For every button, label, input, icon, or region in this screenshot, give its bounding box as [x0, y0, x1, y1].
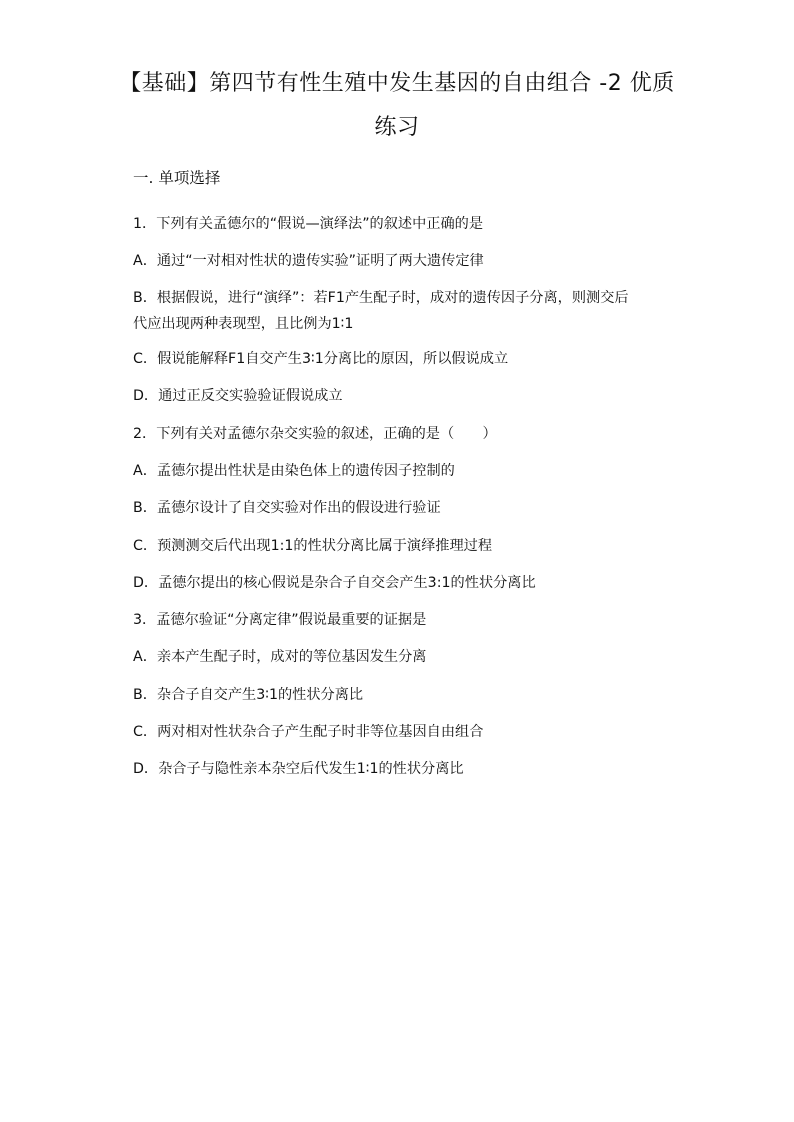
question-1-option-b-continued: 代应出现两种表现型，且比例为1∶1: [133, 316, 354, 332]
question-1-option-b: B．根据假说，进行“演绎”：若F1产生配子时，成对的遗传因子分离，则测交后: [133, 290, 629, 306]
question-2-option-a: A．孟德尔提出性状是由染色体上的遗传因子控制的: [133, 463, 455, 479]
question-3-option-c: C．两对相对性状杂合子产生配子时非等位基因自由组合: [133, 724, 484, 740]
question-2-option-b: B．孟德尔设计了自交实验对作出的假设进行验证: [133, 500, 441, 516]
question-3-option-b: B．杂合子自交产生3∶1的性状分离比: [133, 687, 364, 703]
question-3-stem: 3．孟德尔验证“分离定律”假说最重要的证据是: [133, 612, 427, 628]
document-title-line-2: 练习: [374, 115, 420, 140]
question-1-option-a: A．通过“一对相对性状的遗传实验”证明了两大遗传定律: [133, 253, 484, 269]
question-2-option-d: D．孟德尔提出的核心假说是杂合子自交会产生3:1的性状分离比: [133, 575, 536, 591]
question-2-option-c: C．预测测交后代出现1:1的性状分离比属于演绎推理过程: [133, 538, 493, 554]
document-title-line-1: 【基础】第四节有性生殖中发生基因的自由组合 -2 优质: [119, 71, 675, 96]
question-3-option-d: D．杂合子与隐性亲本杂空后代发生1∶1的性状分离比: [133, 761, 464, 777]
question-3-option-a: A．亲本产生配子时，成对的等位基因发生分离: [133, 649, 427, 665]
question-1-option-c: C．假说能解释F1自交产生3∶1分离比的原因，所以假说成立: [133, 351, 509, 367]
question-2-stem: 2．下列有关对孟德尔杂交实验的叙述，正确的是（ ）: [133, 426, 497, 442]
section-heading: 一. 单项选择: [133, 169, 221, 187]
question-1-option-d: D．通过正反交实验验证假说成立: [133, 388, 343, 404]
question-1-stem: 1．下列有关孟德尔的“假说—演绎法”的叙述中正确的是: [133, 216, 484, 232]
